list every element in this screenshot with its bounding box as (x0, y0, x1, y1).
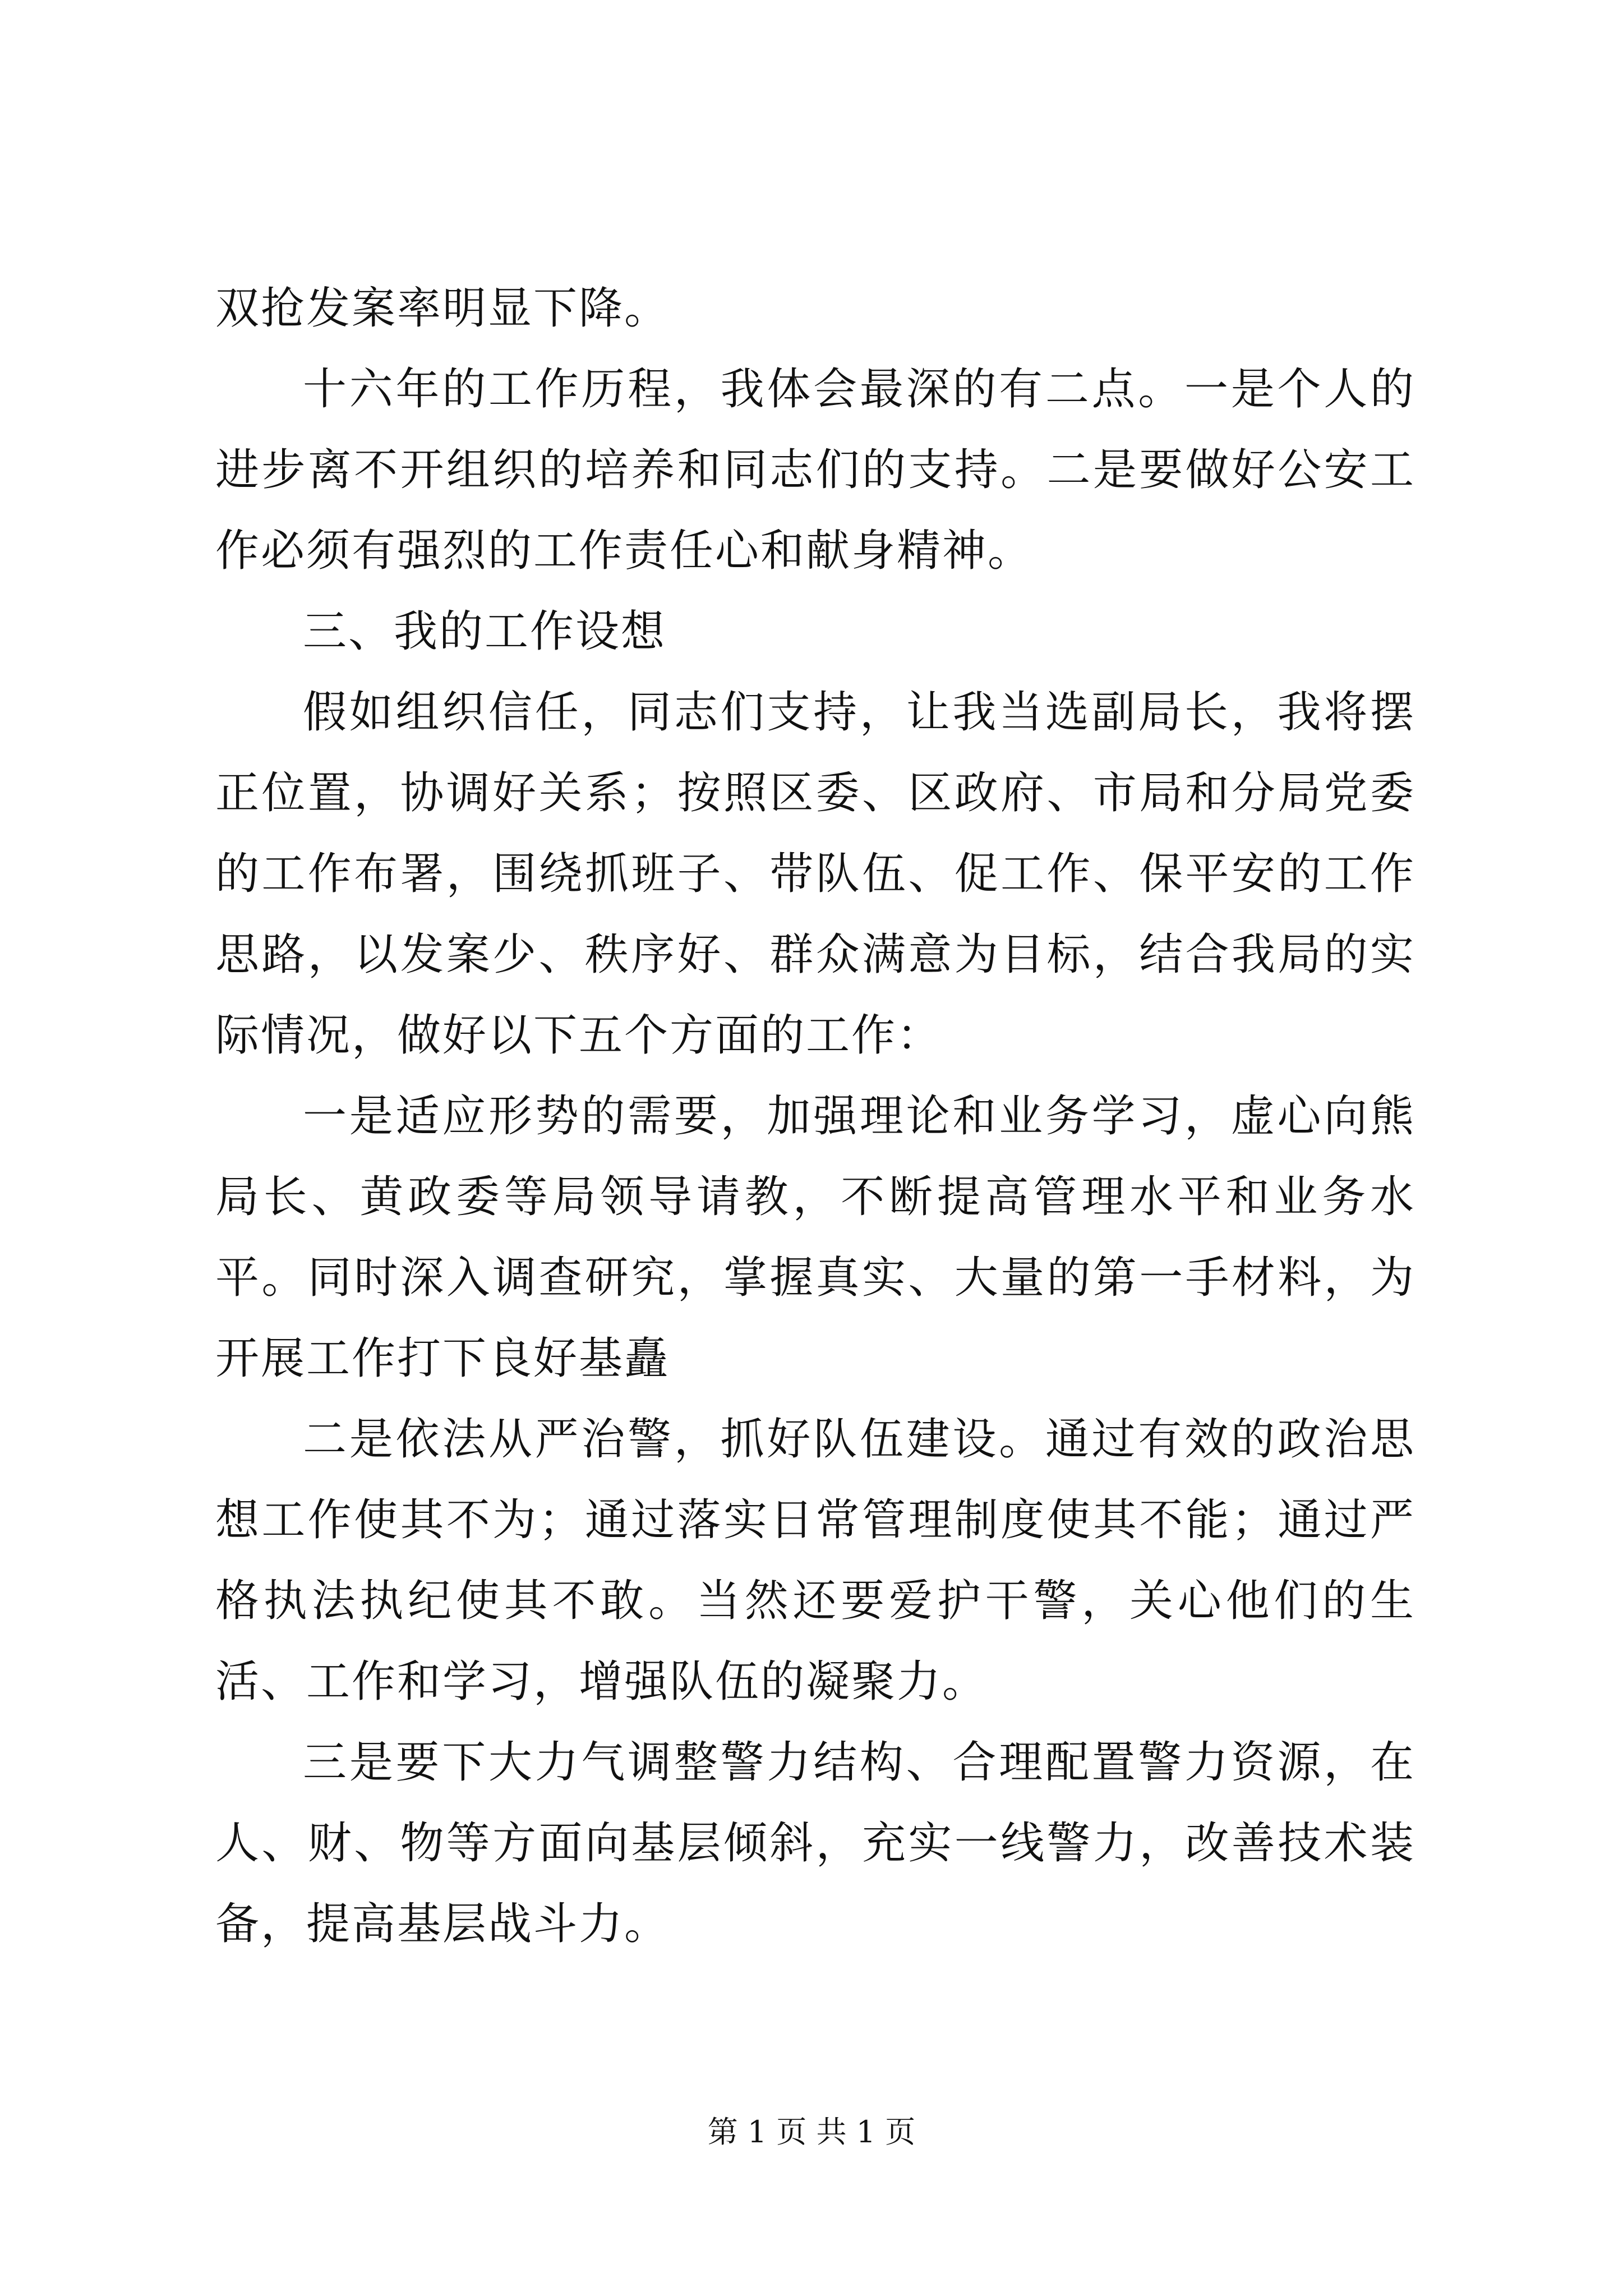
paragraph-experience: 十六年的工作历程，我体会最深的有二点。一是个人的进步离不开组织的培养和同志们的支持。二是要做好公安工作必须有强烈的工作责任心和献身精神。 (215, 364, 1415, 576)
document-body (215, 268, 1415, 1964)
paragraph-plan-three: 三是要下大力气调整警力结构、合理配置警力资源，在人、财、物等方面向基层倾斜，充实一线警力，改善技术装备，提高基层战斗力。 (215, 1737, 1415, 1949)
page-footer: 第 1 页 共 1 页 (707, 2114, 916, 2150)
paragraph-plan-one: 一是适应形势的需要，加强理论和业务学习，虚心向熊局长、黄政委等局领导请教，不断提高管理水平和业务水平。同时深入调查研究，掌握真实、大量的第一手材料，为开展工作打下良好基矗 (215, 1091, 1415, 1384)
paragraph-continuation: 双抢发案率明显下降。 (215, 283, 670, 334)
section-heading-work-plan: 三、我的工作设想 (303, 606, 667, 657)
paragraph-plan-two: 二是依法从严治警，抓好队伍建设。通过有效的政治思想工作使其不为；通过落实日常管理制度使其不能；通过严格执法执纪使其不敢。当然还要爱护干警，关心他们的生活、工作和学习，增强队伍的凝聚力。 (215, 1414, 1415, 1707)
paragraph-intro-plan: 假如组织信任，同志们支持，让我当选副局长，我将摆正位置，协调好关系；按照区委、区政府、市局和分局党委的工作布署，围绕抓班子、带队伍、促工作、保平安的工作思路，以发案少、秩序好、群众满意为目标，结合我局的实际情况，做好以下五个方面的工作： (215, 687, 1415, 1061)
